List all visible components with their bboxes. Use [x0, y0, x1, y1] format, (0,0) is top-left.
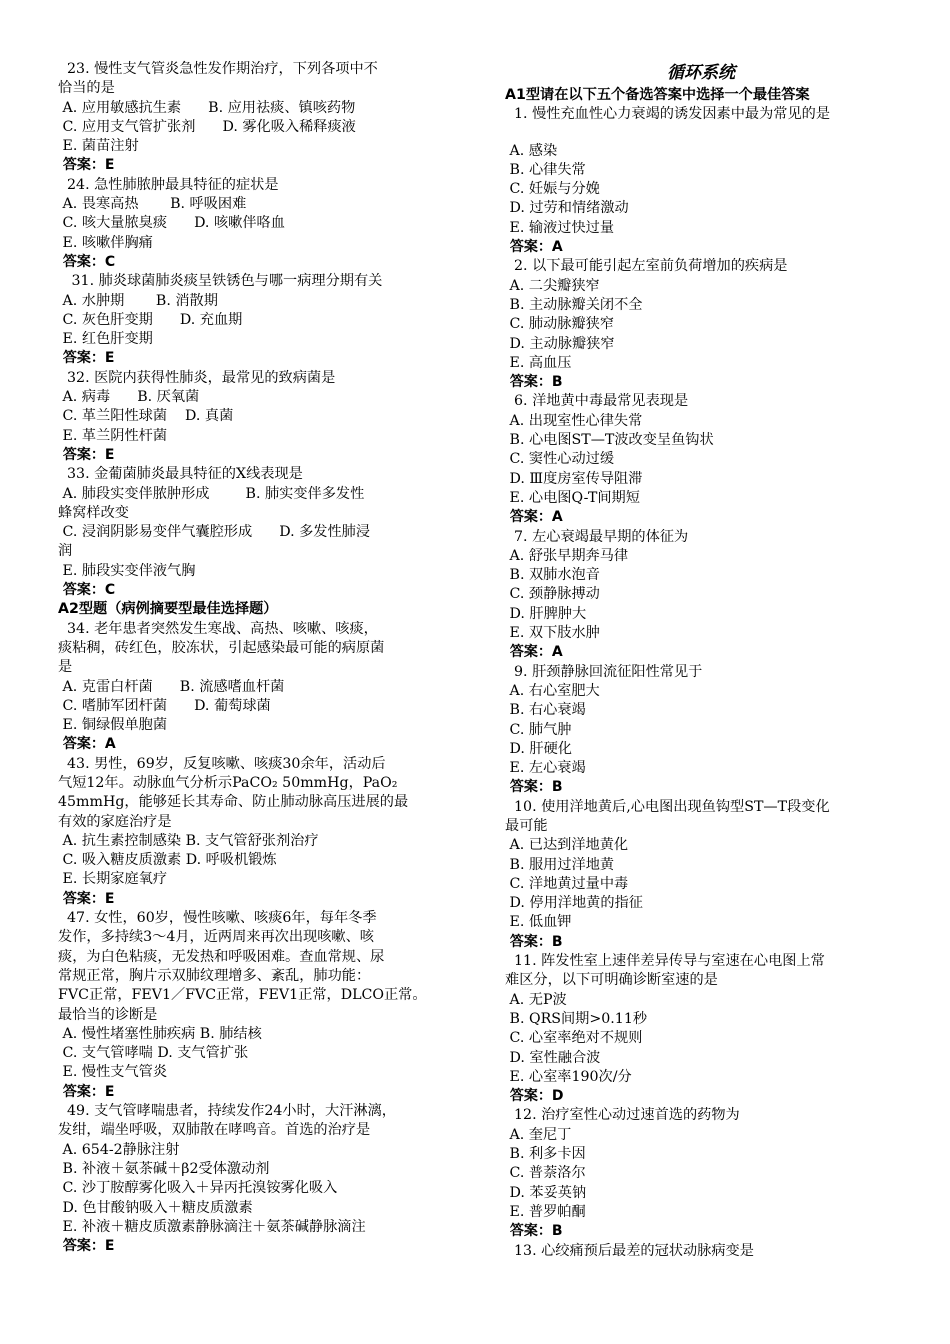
answer-line: 答案：B — [505, 374, 563, 391]
answer-line: 答案：E — [58, 1238, 115, 1255]
question-line: 34. 老年患者突然发生寒战、高热、咳嗽、咳痰， — [58, 620, 378, 637]
option-line: 蜂窝样改变 — [58, 504, 129, 521]
question-line: 难区分，以下可明确诊断室速的是 — [505, 972, 718, 989]
option-line: E. 慢性支气管炎 — [58, 1064, 168, 1081]
option-line: E. 革兰阴性杆菌 — [58, 427, 168, 444]
option-line: C. 灰色肝变期 D. 充血期 — [58, 311, 243, 328]
answer-line: 答案：C — [58, 253, 116, 270]
option-line: A. 舒张早期奔马律 — [505, 547, 629, 564]
option-line: A. 奎尼丁 — [505, 1126, 572, 1143]
question-line: 发绀，端坐呼吸，双肺散在哮鸣音。首选的治疗是 — [58, 1122, 371, 1139]
question-line: 常规正常，胸片示双肺纹理增多、紊乱，肺功能： — [58, 967, 371, 984]
option-line: E. 高血压 — [505, 354, 572, 371]
option-line: C. 浸润阴影易变伴气囊腔形成 D. 多发性肺浸 — [58, 524, 371, 541]
question-line: 6. 洋地黄中毒最常见表现是 — [505, 393, 689, 410]
question-line: 10. 使用洋地黄后,心电图出现鱼钩型ST—T段变化 — [505, 798, 830, 815]
right-column — [505, 60, 897, 1261]
option-line: E. 低血钾 — [505, 914, 572, 931]
option-line: B. 心律失常 — [505, 161, 586, 178]
option-line: E. 咳嗽伴胸痛 — [58, 234, 153, 251]
spacer — [505, 125, 897, 142]
option-line: E. 心室率190次/分 — [505, 1068, 632, 1085]
option-line: B. 主动脉瓣关闭不全 — [505, 296, 643, 313]
option-line: D. 苯妥英钠 — [505, 1184, 587, 1201]
option-line: B. 补液＋氨茶碱＋β2受体激动剂 — [58, 1160, 270, 1177]
question-line: 11. 阵发性室上速伴差异传导与室速在心电图上常 — [505, 953, 825, 970]
question-line: 2. 以下最可能引起左室前负荷增加的疾病是 — [505, 258, 788, 275]
option-line: E. 普罗帕酮 — [505, 1203, 586, 1220]
question-line: 43. 男性，69岁，反复咳嗽、咳痰30余年，活动后 — [58, 755, 386, 772]
section-header: A2型题（病例摘要型最佳选择题） — [58, 601, 278, 618]
option-line: E. 心电图Q-T间期短 — [505, 489, 640, 506]
question-line: 最可能 — [505, 817, 548, 834]
question-line: 33. 金葡菌肺炎最具特征的X线表现是 — [58, 466, 303, 483]
option-line: C. 吸入糖皮质激素 D. 呼吸机锻炼 — [58, 852, 277, 869]
answer-line: 答案：E — [58, 890, 115, 907]
question-line: 12. 治疗室性心动过速首选的药物为 — [505, 1107, 740, 1124]
option-line: E. 长期家庭氧疗 — [58, 871, 168, 888]
answer-line: 答案：A — [505, 644, 563, 661]
option-line: C. 革兰阳性球菌 D. 真菌 — [58, 408, 234, 425]
question-line: 49. 支气管哮喘患者，持续发作24小时，大汗淋漓， — [58, 1103, 396, 1120]
question-line: 有效的家庭治疗是 — [58, 813, 172, 830]
option-line: A. 肺段实变伴脓肿形成 B. 肺实变伴多发性 — [58, 485, 365, 502]
question-line: 最恰当的诊断是 — [58, 1006, 158, 1023]
option-line: D. 停用洋地黄的指征 — [505, 895, 643, 912]
question-line: 1. 慢性充血性心力衰竭的诱发因素中最为常见的是 — [505, 106, 831, 123]
option-line: A. 水肿期 B. 消散期 — [58, 292, 218, 309]
answer-line: 答案：B — [505, 933, 563, 950]
right-column-body — [505, 86, 897, 1261]
question-line: 发作，多持续3～4月，近两周来再次出现咳嗽、咳 — [58, 929, 374, 946]
option-line: C. 洋地黄过量中毒 — [505, 875, 629, 892]
question-line: 24. 急性肺脓肿最具特征的症状是 — [58, 176, 279, 193]
option-line: C. 心室率绝对不规则 — [505, 1030, 643, 1047]
option-line: D. 过劳和情绪激动 — [505, 200, 629, 217]
option-line: B. 右心衰竭 — [505, 702, 586, 719]
option-line: C. 普萘洛尔 — [505, 1165, 586, 1182]
question-line: 23. 慢性支气管炎急性发作期治疗，下列各项中不 — [58, 61, 378, 77]
option-line: A. 慢性堵塞性肺疾病 B. 肺结核 — [58, 1025, 262, 1042]
option-line: B. 利多卡因 — [505, 1146, 586, 1163]
option-line: A. 抗生素控制感染 B. 支气管舒张剂治疗 — [58, 832, 319, 849]
option-line: A. 克雷白杆菌 B. 流感嗜血杆菌 — [58, 678, 285, 695]
option-line: B. 服用过洋地黄 — [505, 856, 615, 873]
option-line: A. 无P波 — [505, 991, 567, 1008]
option-line: A. 右心室肥大 — [505, 682, 600, 699]
question-line: FVC正常，FEV1／FVC正常，FEV1正常，DLCO正常。 — [58, 987, 427, 1004]
question-line: 恰当的是 — [58, 80, 115, 97]
option-line: C. 颈静脉搏动 — [505, 586, 600, 603]
question-line: 31. 肺炎球菌肺炎痰呈铁锈色与哪一病理分期有关 — [58, 273, 383, 290]
answer-line: 答案：B — [505, 1223, 563, 1240]
section-header: A1型请在以下五个备选答案中选择一个最佳答案 — [505, 87, 810, 103]
answer-line: 答案：E — [58, 446, 115, 463]
question-line: 9. 肝颈静脉回流征阳性常见于 — [505, 663, 703, 680]
answer-line: 答案：A — [505, 239, 563, 256]
option-line: C. 嗜肺军团杆菌 D. 葡萄球菌 — [58, 697, 271, 714]
option-line: D. Ⅲ度房室传导阻滞 — [505, 470, 643, 487]
option-line: B. QRS间期>0.11秒 — [505, 1010, 648, 1027]
option-line: A. 出现室性心律失常 — [505, 412, 643, 429]
option-line: A. 二尖瓣狭窄 — [505, 277, 600, 294]
option-line: C. 窦性心动过缓 — [505, 451, 615, 468]
option-line: D. 主动脉瓣狭窄 — [505, 335, 615, 352]
option-line: D. 肝脾肿大 — [505, 605, 587, 622]
question-line: 痰，为白色粘痰，无发热和呼吸困难。查血常规、尿 — [58, 948, 385, 965]
answer-line: 答案：D — [505, 1088, 564, 1105]
question-line: 45mmHg，能够延长其寿命、防止肺动脉高压进展的最 — [58, 794, 409, 811]
option-line: E. 补液＋糖皮质激素静脉滴注＋氨茶碱静脉滴注 — [58, 1218, 366, 1235]
option-line: C. 妊娠与分娩 — [505, 181, 600, 198]
question-line: 气短12年。动脉血气分析示PaCO₂ 50mmHg，PaO₂ — [58, 774, 398, 791]
option-line: D. 室性融合波 — [505, 1049, 601, 1066]
question-line: 32. 医院内获得性肺炎，最常见的致病菌是 — [58, 369, 336, 386]
question-line: 痰粘稠，砖红色，胶冻状，引起感染最可能的病原菌 — [58, 639, 385, 656]
option-line: A. 已达到洋地黄化 — [505, 837, 629, 854]
option-line: A. 应用敏感抗生素 B. 应用祛痰、镇咳药物 — [58, 99, 356, 116]
answer-line: 答案：C — [58, 582, 116, 599]
option-line: D. 肝硬化 — [505, 740, 572, 757]
option-line: D. 色甘酸钠吸入＋糖皮质激素 — [58, 1199, 253, 1216]
option-line: E. 菌苗注射 — [58, 138, 139, 155]
option-line: A. 畏寒高热 B. 呼吸困难 — [58, 196, 247, 213]
option-line: E. 双下肢水肿 — [505, 625, 600, 642]
answer-line: 答案：A — [58, 736, 116, 753]
option-line: C. 支气管哮喘 D. 支气管扩张 — [58, 1045, 249, 1062]
left-column — [58, 60, 450, 1256]
option-line: E. 肺段实变伴液气胸 — [58, 562, 196, 579]
option-line: B. 心电图ST—T波改变呈鱼钩状 — [505, 432, 714, 449]
question-line: 13. 心绞痛预后最差的冠状动脉病变是 — [505, 1242, 754, 1259]
option-line: A. 感染 — [505, 142, 558, 159]
option-line: C. 应用支气管扩张剂 D. 雾化吸入稀释痰液 — [58, 118, 356, 135]
option-line: 润 — [58, 543, 73, 560]
answer-line: 答案：B — [505, 779, 563, 796]
question-line: 是 — [58, 659, 73, 676]
answer-line: 答案：E — [58, 1083, 115, 1100]
option-line: B. 双肺水泡音 — [505, 567, 600, 584]
option-line: E. 输液过快过量 — [505, 219, 615, 236]
option-line: E. 铜绿假单胞菌 — [58, 717, 168, 734]
option-line: A. 病毒 B. 厌氧菌 — [58, 389, 200, 406]
option-line: C. 肺动脉瓣狭窄 — [505, 316, 615, 333]
answer-line: 答案：A — [505, 509, 563, 526]
question-line: 7. 左心衰竭最早期的体征为 — [505, 528, 689, 545]
answer-line: 答案：E — [58, 350, 115, 367]
option-line: E. 红色肝变期 — [58, 331, 153, 348]
question-line: 47. 女性，60岁，慢性咳嗽、咳痰6年，每年冬季 — [58, 910, 377, 927]
option-line: E. 左心衰竭 — [505, 760, 586, 777]
option-line: C. 沙丁胺醇雾化吸入＋异丙托溴铵雾化吸入 — [58, 1180, 338, 1197]
option-line: C. 肺气肿 — [505, 721, 572, 738]
option-line: A. 654-2静脉注射 — [58, 1141, 180, 1158]
option-line: C. 咳大量脓臭痰 D. 咳嗽伴咯血 — [58, 215, 285, 232]
answer-line: 答案：E — [58, 157, 115, 174]
section-title: 循环系统 — [667, 63, 735, 83]
